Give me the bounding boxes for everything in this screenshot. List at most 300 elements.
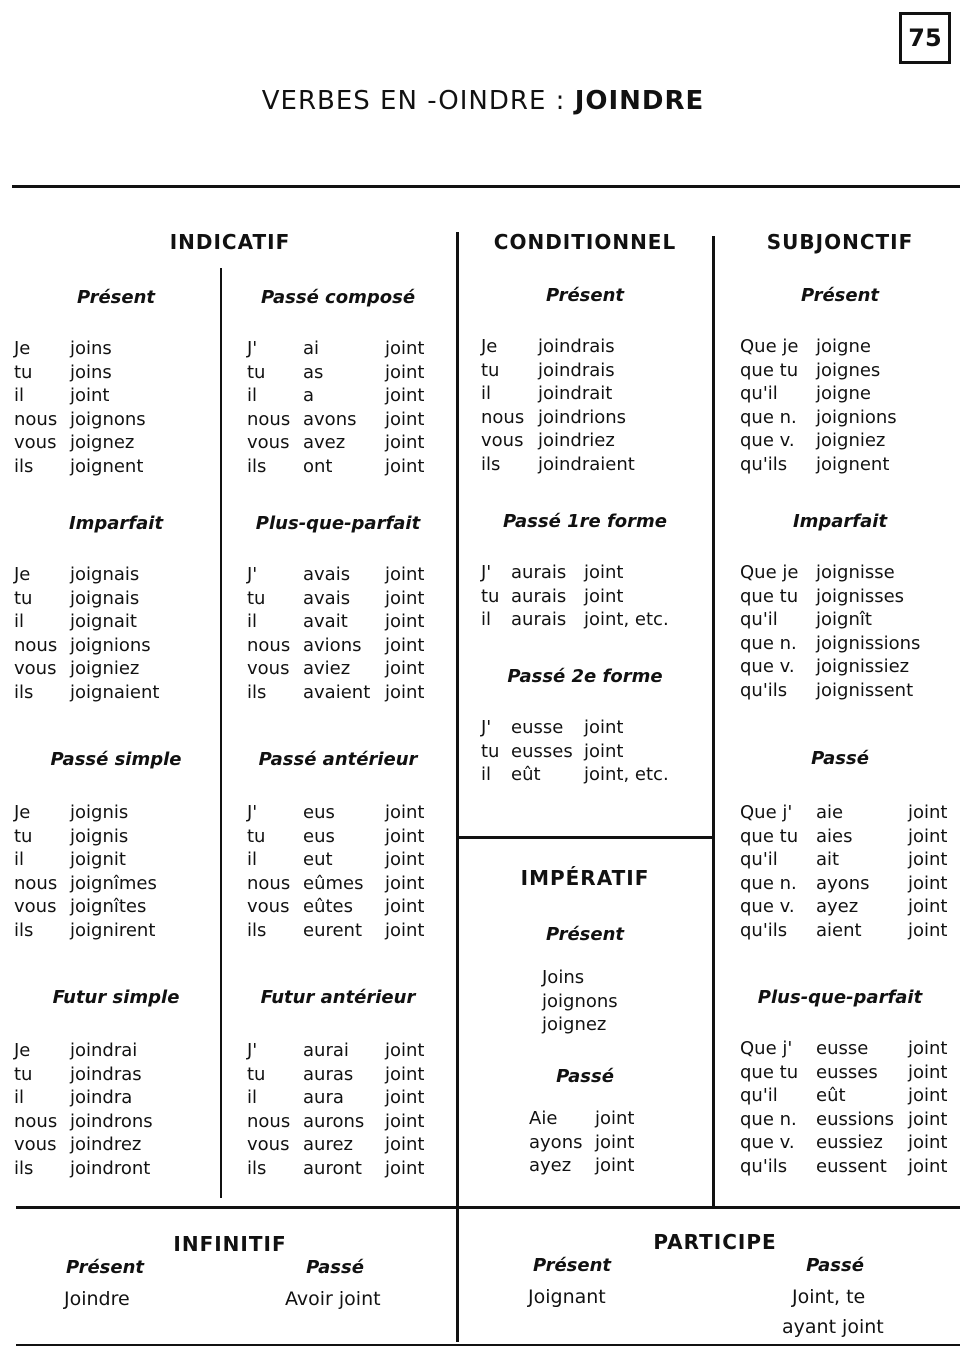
conjugation-form: joignîmes (70, 872, 157, 894)
conjugation-pronoun: il (247, 611, 258, 632)
conjugation-form: joint (908, 896, 948, 917)
conjugation-form: joint (385, 1157, 425, 1179)
tense-label: Plus-que-parfait (757, 987, 923, 1008)
conjugation-row (14, 1086, 153, 1110)
conjugation-form: joint (595, 1155, 635, 1176)
conjugation-form: joint (385, 408, 425, 430)
tense-label: Présent (545, 285, 625, 306)
conjugation-form: joindront (70, 1157, 151, 1179)
conjugation-pronoun: tu (481, 359, 500, 381)
conjugation-block (740, 801, 947, 942)
conjugation-form: joigne (816, 383, 871, 404)
conjugation-form: joignîtes (70, 896, 147, 917)
conjugation-row (247, 1157, 424, 1181)
conjugation-pronoun: il (14, 1087, 25, 1108)
conjugation-pronoun: vous (247, 1134, 290, 1155)
conjugation-form: joignez (542, 1014, 607, 1035)
tense-label: Présent (545, 924, 625, 945)
conjugation-pronoun: que n. (740, 1108, 797, 1130)
conjugation-form: joignez (70, 432, 135, 453)
conjugation-form: eusses (816, 1061, 878, 1083)
conjugation-row (14, 1110, 153, 1134)
conjugation-form: eussiez (816, 1132, 883, 1153)
conjugation-form: eurent (303, 919, 363, 941)
conjugation-row (740, 825, 947, 849)
conjugation-pronoun: qu'ils (740, 1155, 788, 1177)
conjugation-pronoun: qu'il (740, 849, 778, 870)
conjugation-pronoun: vous (247, 896, 290, 917)
conjugation-row (247, 587, 424, 611)
conjugation-pronoun: tu (247, 825, 266, 847)
conjugation-form: joint (385, 385, 425, 406)
conjugation-form: eût (511, 764, 541, 785)
infinitif-heading: INFINITIF (173, 1232, 287, 1256)
conjugation-form: joint (385, 825, 425, 847)
conjugation-row (481, 561, 669, 585)
conjugation-row (740, 801, 947, 825)
conjugation-row (247, 895, 424, 919)
conjugation-form: joint (385, 1063, 425, 1085)
conjugation-form: joint (908, 1108, 948, 1130)
conjugation-form: joint (595, 1131, 635, 1153)
conjugation-form: joigne (816, 336, 871, 357)
tense-label: Passé composé (260, 287, 416, 308)
conjugation-pronoun: tu (481, 740, 500, 762)
conjugation-form: joint (385, 872, 425, 894)
conjugation-row (740, 848, 947, 872)
conjugation-pronoun: vous (481, 430, 524, 451)
conjugation-row (14, 563, 159, 587)
conjugation-form: ont (303, 455, 333, 477)
conjugation-form: joint, etc. (584, 764, 669, 785)
conjugation-form: eut (303, 849, 333, 870)
conjugation-form: joindrez (70, 1134, 142, 1155)
conjugation-row (247, 431, 424, 455)
conjugation-row (740, 453, 897, 477)
conditionnel-imperatif-rule (456, 836, 714, 839)
conjugation-form: joint (385, 802, 425, 823)
conjugation-form: joignisses (816, 585, 905, 607)
conjugation-row (14, 895, 157, 919)
conjugation-form: ai (303, 338, 320, 359)
conjugation-form: joint (908, 1085, 948, 1106)
conjugation-form: joint (584, 562, 624, 583)
conjugation-form: joindrait (538, 383, 613, 404)
conjugation-pronoun: nous (14, 408, 58, 430)
conjugation-form: joignions (816, 406, 897, 428)
conjugation-form: joindras (70, 1063, 142, 1085)
conjugation-form: joint (908, 849, 948, 870)
conjugation-form: joindraient (538, 453, 635, 475)
bottom-section-rule (16, 1206, 960, 1209)
conjugation-row (740, 359, 897, 383)
conjugation-form: auront (303, 1157, 362, 1179)
conjugation-form: joint (908, 802, 948, 823)
conjugation-pronoun: J' (247, 802, 258, 823)
conjugation-row (481, 359, 635, 383)
conjugation-form: joindriez (538, 430, 615, 451)
conjugation-block (14, 1039, 153, 1180)
conjugation-row (14, 919, 157, 943)
conjugation-form: joint (385, 681, 425, 703)
conjugation-form: joignît (816, 609, 872, 630)
conjugation-row (740, 1131, 947, 1155)
conjugation-form: joignais (70, 564, 140, 585)
conjugation-row (740, 382, 897, 406)
conjugation-pronoun: il (14, 385, 25, 406)
tense-label: Passé (556, 1066, 614, 1087)
conjugation-pronoun: Je (14, 1040, 31, 1061)
conjugation-pronoun: J' (247, 1040, 258, 1061)
conjugation-row (247, 848, 424, 872)
participe-present-value: Joignant (528, 1286, 606, 1308)
conjugation-pronoun: J' (247, 338, 258, 359)
conjugation-pronoun: il (247, 385, 258, 406)
conjugation-row (14, 801, 157, 825)
conjugation-block (247, 563, 424, 704)
conjugation-row (247, 1133, 424, 1157)
participe-passe-label: Passé (806, 1255, 864, 1276)
conjugation-pronoun: J' (481, 562, 492, 583)
conjugation-row (740, 895, 947, 919)
conjugation-form: joint (584, 585, 624, 607)
conjugation-pronoun: nous (14, 872, 58, 894)
conjugation-form: joignis (70, 825, 129, 847)
indicatif-heading: INDICATIF (169, 230, 291, 254)
conjugation-form: aviez (303, 658, 351, 679)
conjugation-form: joigniez (816, 430, 886, 451)
conjugation-row (247, 872, 424, 896)
conjugation-form: joint (385, 849, 425, 870)
conjugation-form: joignons (70, 408, 146, 430)
conjugation-pronoun: ils (481, 453, 501, 475)
conjugation-pronoun: il (14, 849, 25, 870)
conjugation-pronoun: nous (247, 634, 291, 656)
conjugation-pronoun: il (14, 611, 25, 632)
conjugation-pronoun: il (247, 1087, 258, 1108)
conjugation-row (481, 429, 635, 453)
conjugation-pronoun: ayez (529, 1155, 572, 1176)
conjugation-row (14, 431, 146, 455)
conjugation-form: joint (385, 338, 425, 359)
conjugation-form: joint (385, 634, 425, 656)
conjugation-pronoun: il (481, 764, 492, 785)
conjugation-pronoun: que n. (740, 872, 797, 894)
conjugation-pronoun: qu'il (740, 609, 778, 630)
conjugation-block (529, 1107, 634, 1178)
conjugation-row (740, 655, 920, 679)
tense-label: Présent (76, 287, 156, 308)
conjugation-form: aurez (303, 1134, 353, 1155)
conjugation-form: a (303, 385, 315, 406)
conjugation-form: joindra (70, 1087, 133, 1108)
conjugation-form: joindrais (538, 336, 615, 357)
tense-label: Passé antérieur (258, 749, 418, 770)
conjugation-pronoun: tu (247, 587, 266, 609)
conjugation-row (247, 337, 424, 361)
conjugation-row (14, 1133, 153, 1157)
conjugation-form: joint (584, 717, 624, 738)
conjugation-block (14, 563, 159, 704)
conjugation-row (14, 1063, 153, 1087)
conjugation-pronoun: que tu (740, 359, 799, 381)
conjugation-pronoun: Que j' (740, 1038, 793, 1059)
conjugation-row (481, 763, 669, 787)
tense-label: Passé 1re forme (502, 511, 667, 532)
conjugation-row (14, 657, 159, 681)
conjugation-row (247, 657, 424, 681)
conjugation-row (247, 361, 424, 385)
conjugation-pronoun: nous (481, 406, 525, 428)
conjugation-form: eus (303, 802, 335, 823)
conjugation-form: avais (303, 564, 351, 585)
conjugation-form: eusse (816, 1038, 869, 1059)
conjugation-form: joint (385, 896, 425, 917)
tense-label: Imparfait (792, 511, 888, 532)
conjugation-form: eussions (816, 1108, 895, 1130)
conjugation-row (247, 1039, 424, 1063)
conjugation-form: joint (908, 1038, 948, 1059)
conjugation-pronoun: nous (247, 872, 291, 894)
conjugation-form: aura (303, 1087, 344, 1108)
divider-indicatif-tenses (220, 268, 222, 1198)
conjugation-row (740, 1108, 947, 1132)
conjugation-row (14, 587, 159, 611)
conjugation-row (740, 585, 920, 609)
conjugation-row (542, 1013, 618, 1037)
conjugation-pronoun: nous (247, 1110, 291, 1132)
conjugation-form: joindrai (70, 1040, 138, 1061)
conjugation-pronoun: qu'il (740, 1085, 778, 1106)
conjugation-row (247, 384, 424, 408)
conjugation-pronoun: qu'ils (740, 453, 788, 475)
participe-passe-value: Joint, te (792, 1286, 866, 1308)
conjugation-pronoun: vous (247, 658, 290, 679)
conjugation-form: ayez (816, 896, 859, 917)
infinitif-present-label: Présent (65, 1257, 145, 1278)
conjugation-pronoun: J' (481, 717, 492, 738)
conjugation-row (481, 585, 669, 609)
conjugation-row (740, 608, 920, 632)
conjugation-form: joint (908, 872, 948, 894)
conjugation-row (247, 1086, 424, 1110)
conjugation-pronoun: nous (14, 634, 58, 656)
conjugation-pronoun: vous (14, 1134, 57, 1155)
conjugation-pronoun: qu'il (740, 383, 778, 404)
conjugation-block (14, 337, 146, 478)
conjugation-form: eus (303, 825, 335, 847)
conjugation-row (481, 382, 635, 406)
divider-indicatif-conditionnel (456, 232, 459, 1342)
conjugation-form: joint (385, 1134, 425, 1155)
tense-label: Présent (800, 285, 880, 306)
conjugation-pronoun: vous (14, 658, 57, 679)
conjugation-form: joignirent (70, 919, 156, 941)
conjugation-form: avaient (303, 681, 371, 703)
conjugation-form: joignit (70, 849, 126, 870)
conjugation-pronoun: vous (247, 432, 290, 453)
conjugation-row (14, 1039, 153, 1063)
conjugation-pronoun: tu (14, 361, 33, 383)
conjugation-block (740, 335, 897, 476)
conjugation-row (481, 453, 635, 477)
conjugation-row (14, 408, 146, 432)
conjugation-form: eûtes (303, 896, 353, 917)
infinitif-passe-label: Passé (306, 1257, 364, 1278)
conjugation-pronoun: que v. (740, 430, 795, 451)
conjugation-pronoun: Que je (740, 562, 799, 583)
conjugation-pronoun: nous (247, 408, 291, 430)
conjugation-pronoun: que tu (740, 1061, 799, 1083)
conjugation-row (481, 406, 635, 430)
imperatif-heading: IMPÉRATIF (520, 866, 650, 890)
conjugation-row (14, 848, 157, 872)
title-verb: JOINDRE (574, 86, 705, 116)
conjugation-block (247, 337, 424, 478)
conjugation-row (14, 455, 146, 479)
tense-label: Imparfait (68, 513, 164, 534)
conjugation-pronoun: Que j' (740, 802, 793, 823)
conjugation-block (542, 966, 618, 1037)
conjugation-pronoun: tu (481, 585, 500, 607)
conjugation-form: aurais (511, 562, 567, 583)
conjugation-row (247, 825, 424, 849)
tense-label: Plus-que-parfait (255, 513, 421, 534)
conjugation-row (14, 872, 157, 896)
conjugation-row (481, 740, 669, 764)
conjugation-form: joindrais (538, 359, 615, 381)
conjugation-pronoun: J' (247, 564, 258, 585)
conjugation-pronoun: qu'ils (740, 679, 788, 701)
conjugation-pronoun: qu'ils (740, 919, 788, 941)
tense-label: Futur antérieur (260, 987, 416, 1008)
conjugation-pronoun: ils (14, 1157, 34, 1179)
conjugation-form: joignent (70, 455, 144, 477)
conjugation-form: joignes (816, 359, 881, 381)
conjugation-form: joint (584, 740, 624, 762)
conjugation-form: joignions (70, 634, 151, 656)
conjugation-form: joignis (70, 802, 129, 823)
conjugation-form: joint (385, 1087, 425, 1108)
conjugation-form: aies (816, 825, 853, 847)
conjugation-form: joignent (816, 453, 890, 475)
conjugation-row (740, 1037, 947, 1061)
conjugation-form: joint (385, 611, 425, 632)
conjugation-form: joint (385, 1110, 425, 1132)
conjugation-block (740, 1037, 947, 1178)
conjugation-row (14, 384, 146, 408)
conjugation-block (14, 801, 157, 942)
conjugation-block (247, 801, 424, 942)
conjugation-form: joint (908, 825, 948, 847)
conjugation-form: Joins (542, 967, 585, 988)
conjugation-form: joint (385, 587, 425, 609)
conjugation-block (481, 561, 669, 632)
conjugation-pronoun: que v. (740, 1132, 795, 1153)
conjugation-row (481, 608, 669, 632)
conjugation-pronoun: ils (247, 455, 267, 477)
conjugation-form: avons (303, 408, 357, 430)
conjugation-row (740, 561, 920, 585)
conjugation-pronoun: que tu (740, 585, 799, 607)
conjugation-row (542, 966, 618, 990)
conjugation-form: avait (303, 611, 348, 632)
conjugation-row (247, 634, 424, 658)
conjugation-row (14, 1157, 153, 1181)
tense-label: Passé 2e forme (507, 666, 663, 687)
participe-heading: PARTICIPE (653, 1230, 777, 1254)
conjugation-row (247, 1063, 424, 1087)
conjugation-pronoun: tu (14, 825, 33, 847)
conjugation-form: joignissions (816, 632, 921, 654)
conjugation-form: eusse (511, 717, 564, 738)
conjugation-row (740, 872, 947, 896)
conjugation-block (247, 1039, 424, 1180)
conjugation-form: ait (816, 849, 840, 870)
conjugation-pronoun: ils (14, 681, 34, 703)
conjugation-pronoun: que tu (740, 825, 799, 847)
tense-label: Passé simple (50, 749, 182, 770)
conjugation-row (247, 408, 424, 432)
conjugation-form: eûmes (303, 872, 364, 894)
infinitif-present-value: Joindre (64, 1288, 130, 1310)
conjugation-form: joignaient (70, 681, 160, 703)
conjugation-pronoun: ils (14, 455, 34, 477)
conjugation-form: eusses (511, 740, 573, 762)
conjugation-block (740, 561, 920, 702)
conjugation-pronoun: tu (247, 361, 266, 383)
conjugation-form: joins (70, 361, 112, 383)
conjugation-form: auras (303, 1063, 354, 1085)
conjugation-form: eussent (816, 1155, 887, 1177)
conjugation-row (481, 716, 669, 740)
conjugation-row (247, 801, 424, 825)
conjugation-row (529, 1154, 634, 1178)
conjugation-pronoun: Je (481, 336, 498, 357)
conjugation-pronoun: ils (14, 919, 34, 941)
conjugation-block (481, 335, 635, 476)
conjugation-form: aient (816, 919, 862, 941)
conjugation-row (740, 335, 897, 359)
conjugation-row (740, 1061, 947, 1085)
infinitif-passe-value: Avoir joint (285, 1288, 381, 1310)
conjugation-row (740, 679, 920, 703)
conjugation-row (247, 681, 424, 705)
conjugation-pronoun: tu (14, 1063, 33, 1085)
conjugation-row (740, 632, 920, 656)
conjugation-form: joint (385, 919, 425, 941)
tense-label: Futur simple (52, 987, 180, 1008)
divider-conditionnel-subjonctif (712, 236, 715, 1206)
conjugation-pronoun: il (247, 849, 258, 870)
conjugation-pronoun: ils (247, 681, 267, 703)
page-number: 75 (899, 12, 951, 64)
conjugation-form: joint (385, 1040, 425, 1061)
conjugation-pronoun: que n. (740, 632, 797, 654)
conjugation-form: joint (70, 385, 110, 406)
conjugation-pronoun: tu (14, 587, 33, 609)
conjugation-row (14, 681, 159, 705)
conjugation-pronoun: que n. (740, 406, 797, 428)
page-title (0, 86, 966, 116)
conjugation-pronoun: ayons (529, 1131, 583, 1153)
conjugation-form: joint (908, 1155, 948, 1177)
conjugation-form: joignons (542, 990, 618, 1012)
conjugation-row (14, 634, 159, 658)
conjugation-form: joignissent (816, 679, 914, 701)
conjugation-form: joint (385, 564, 425, 585)
conjugation-pronoun: que v. (740, 656, 795, 677)
